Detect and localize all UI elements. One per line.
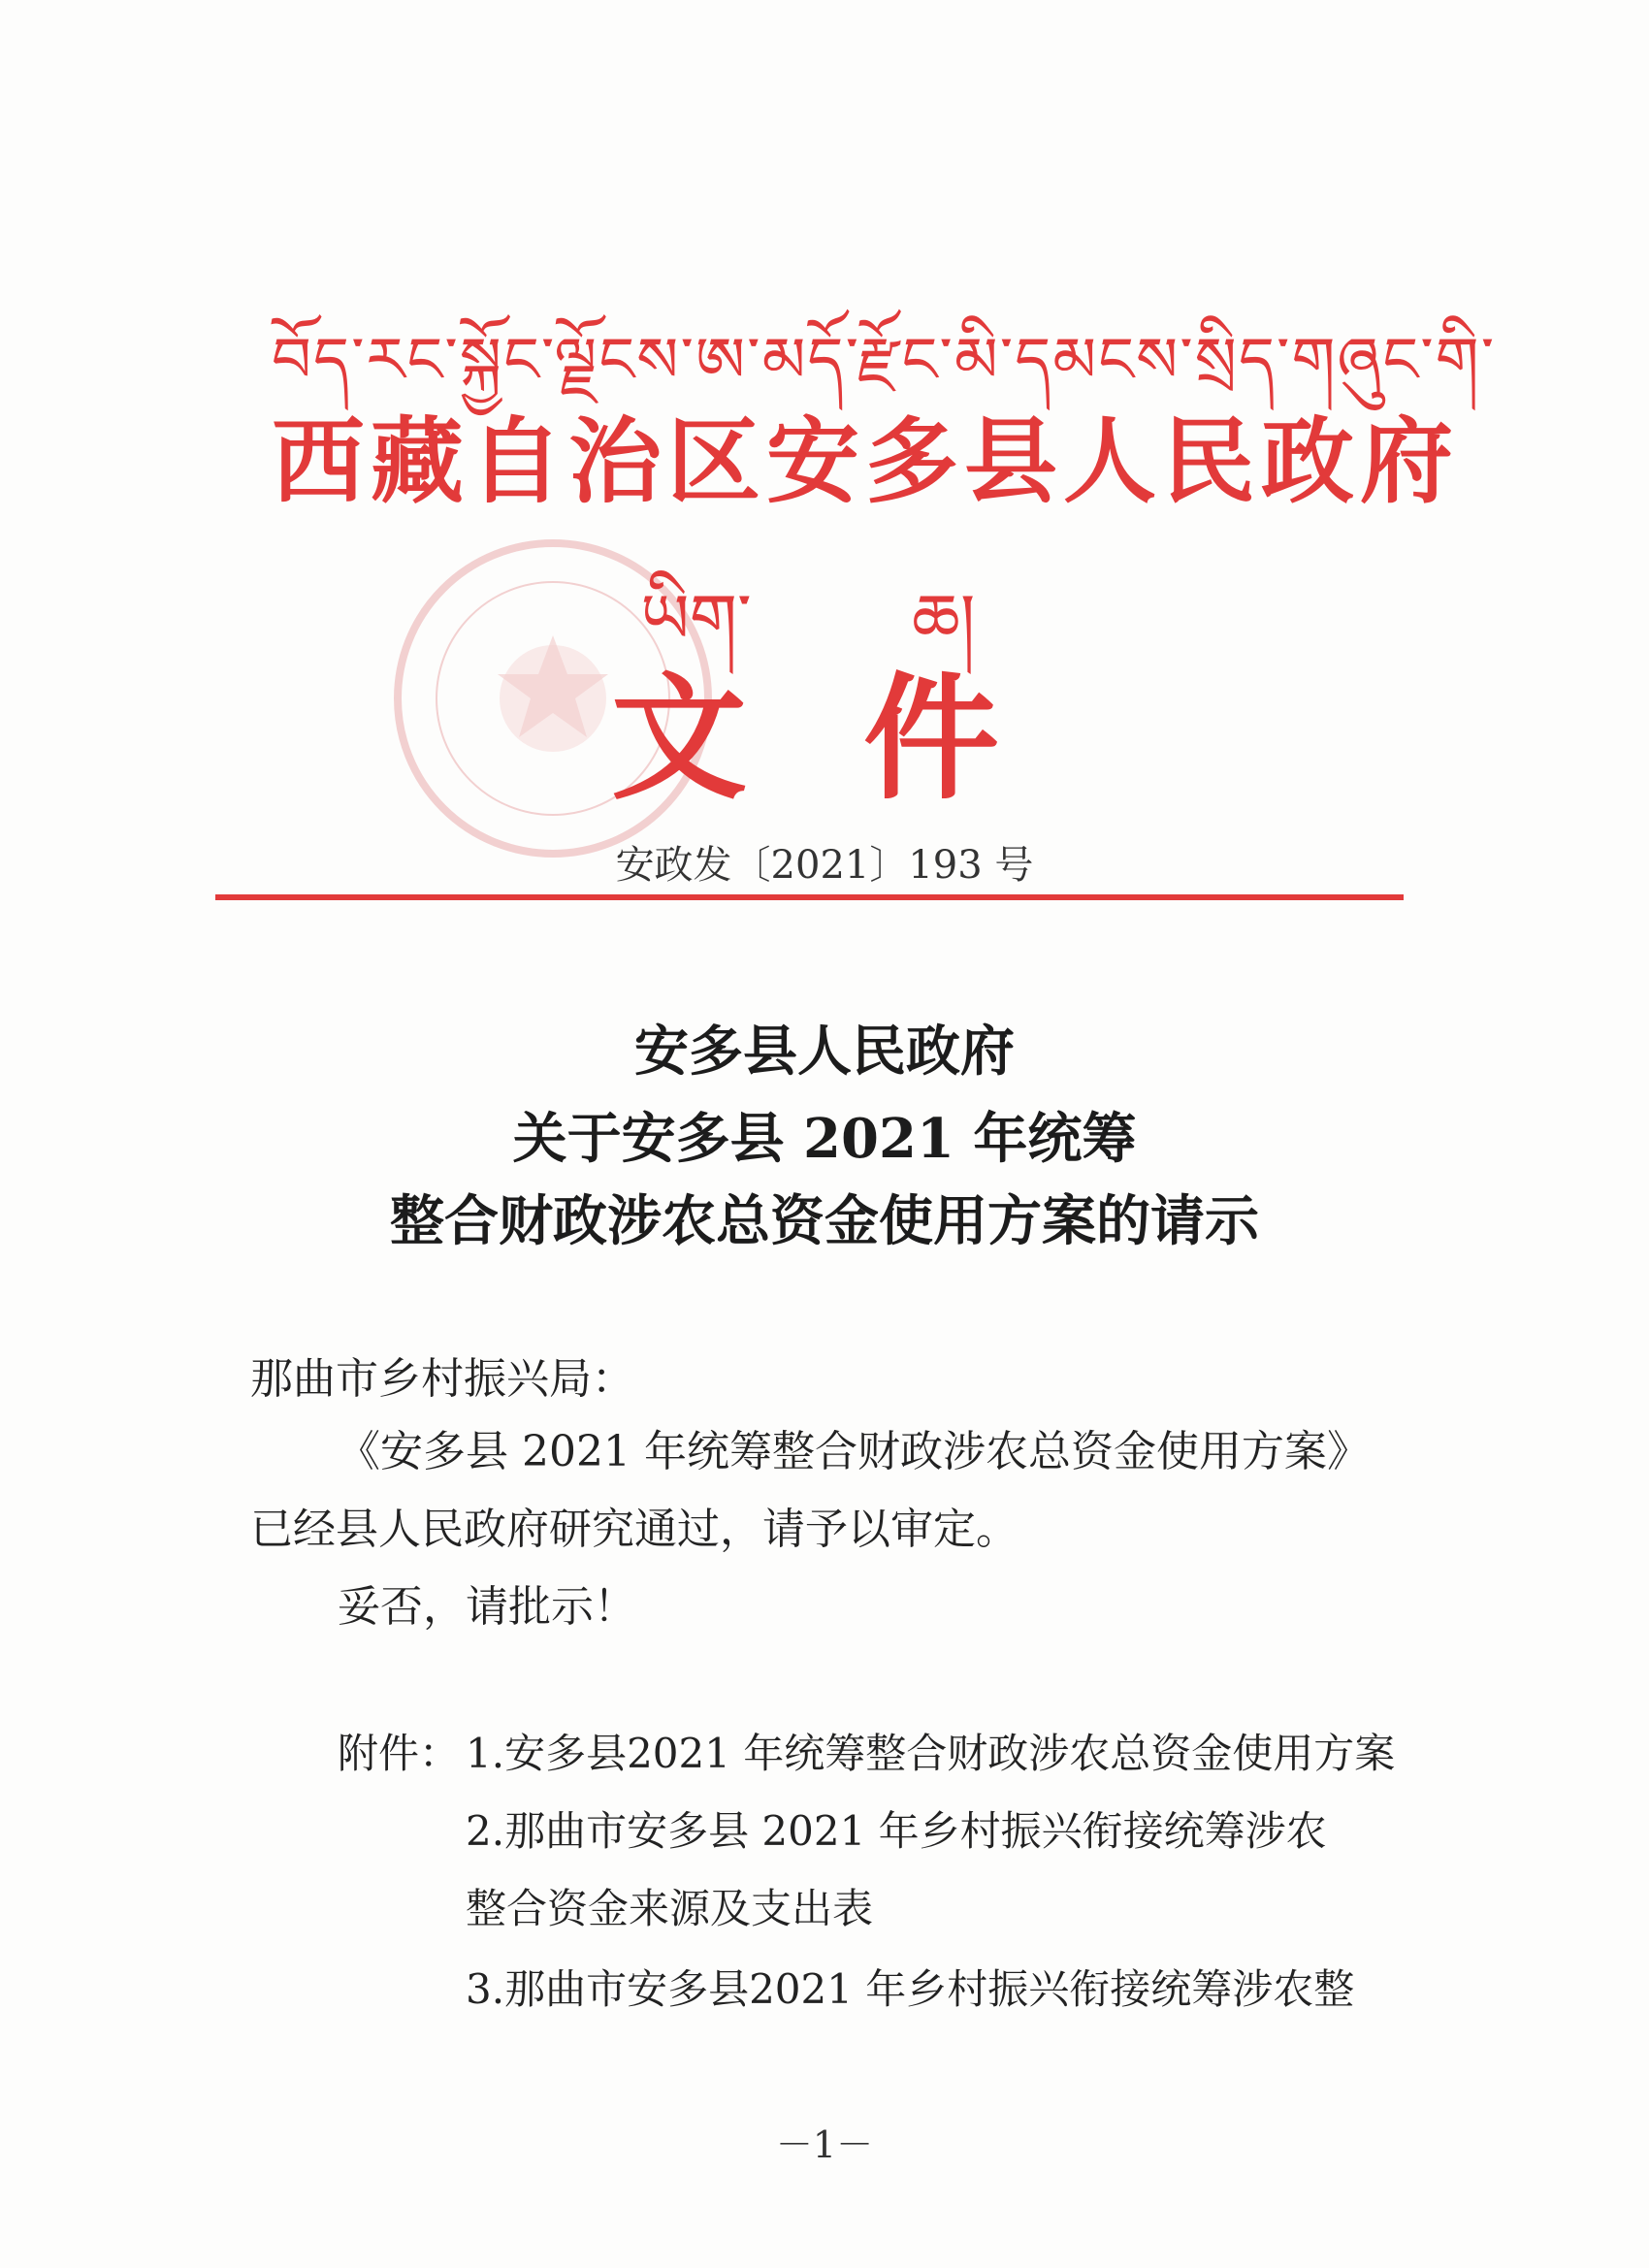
red-header-divider — [215, 894, 1404, 900]
organization-name: 西藏自治区安多县人民政府 — [272, 406, 1459, 516]
attachment-item-2-line-2: 整合资金来源及支出表 — [466, 1885, 874, 1932]
body-paragraph-line-1: 《安多县 2021 年统筹整合财政涉农总资金使用方案》 — [338, 1427, 1370, 1476]
attachment-item-3: 3.那曲市安多县2021 年乡村振兴衔接统筹涉农整 — [466, 1965, 1355, 2013]
attachments-label: 附件： — [338, 1730, 461, 1777]
body-paragraph-line-2: 已经县人民政府研究通过，请予以审定。 — [250, 1505, 1018, 1554]
tibetan-document-label-2: ཆ། — [912, 579, 976, 659]
document-label-jian: 件 — [863, 660, 1000, 819]
addressee: 那曲市乡村振兴局： — [250, 1354, 634, 1404]
document-title-line-1: 安多县人民政府 — [634, 1020, 1015, 1084]
attachment-item-2-line-1: 2.那曲市安多县 2021 年乡村振兴衔接统筹涉农 — [466, 1807, 1327, 1855]
document-title-line-2: 关于安多县 2021 年统筹 — [512, 1107, 1137, 1171]
document-title-line-3: 整合财政涉农总资金使用方案的请示 — [390, 1189, 1259, 1253]
closing-request: 妥否，请批示！ — [338, 1582, 636, 1632]
tibetan-document-label-1: ཡིག་ — [640, 579, 752, 659]
attachment-item-1: 1.安多县2021 年统筹整合财政涉农总资金使用方案 — [466, 1730, 1396, 1777]
page-number: －1－ — [775, 2123, 874, 2166]
document-label-wen: 文 — [611, 660, 748, 819]
tibetan-organization-name: བོད་རང་སྐྱོང་ལྗོངས་ཨ་མདོ་རྫོང་མི་དམངས་སྲིད་གཞུང་གི་ — [272, 325, 1497, 397]
document-number: 安政发〔2021〕193 号 — [615, 843, 1034, 888]
